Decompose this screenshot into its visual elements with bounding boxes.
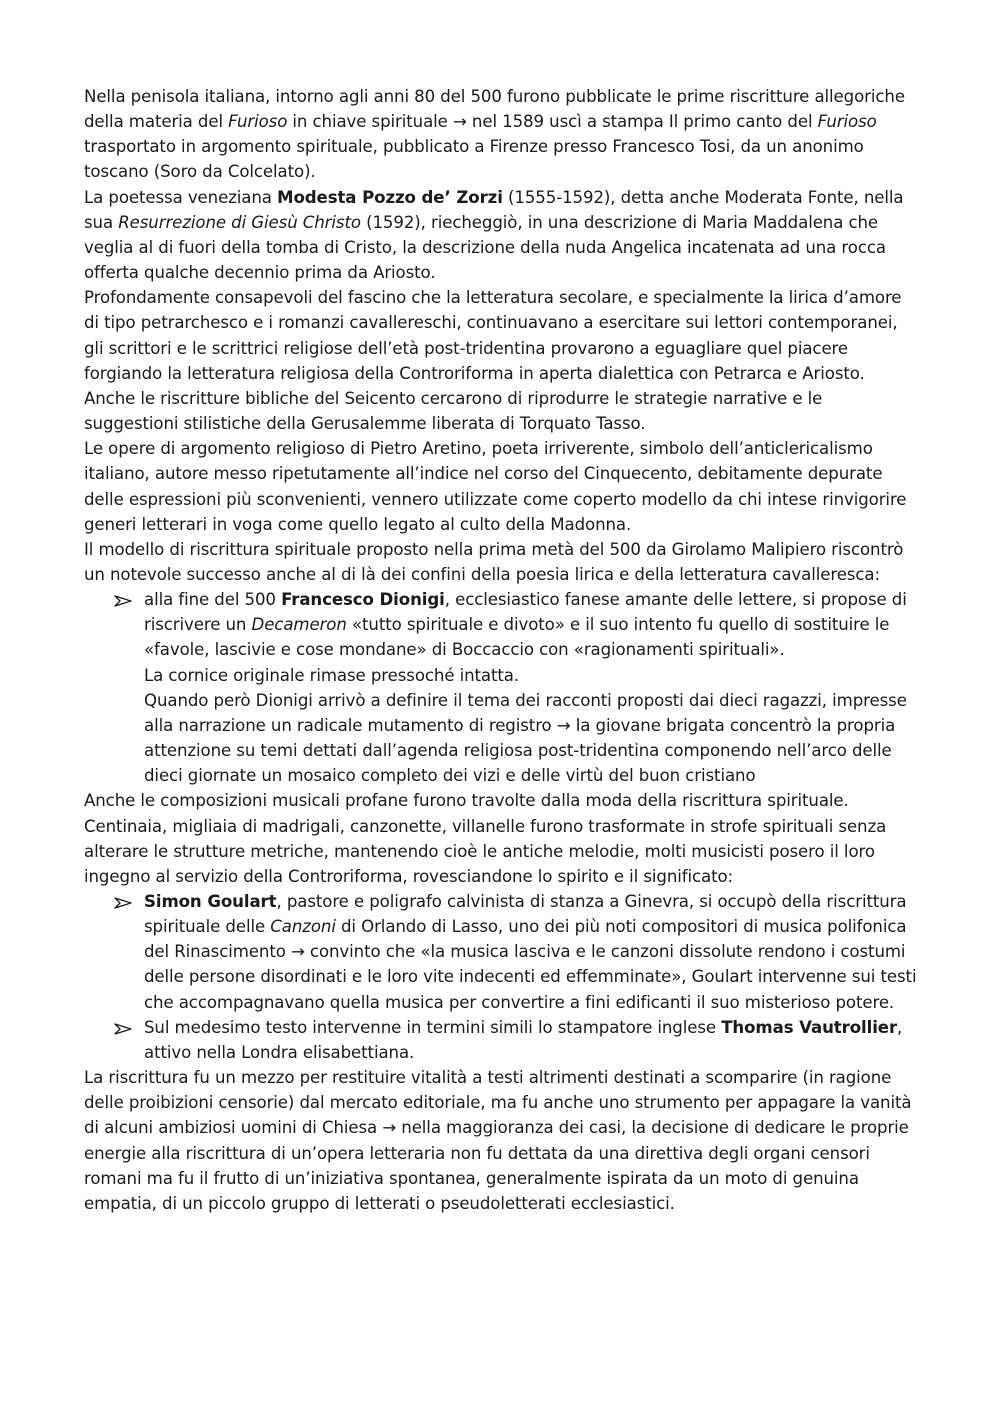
text-run: , ecclesiastico fanese amante delle lettere, si propose di riscrivere un — [144, 590, 907, 635]
list-item-dionigi — [84, 587, 920, 788]
text-run: trasportato in argomento spirituale, pubblicato a Firenze presso Francesco Tosi, da un anonimo toscano (Soro da Colcelato). — [84, 137, 864, 182]
italic-title: Furioso — [228, 112, 288, 132]
bullet-list-dionigi — [84, 587, 920, 788]
arrowhead-bullet-icon — [114, 889, 138, 909]
text-run: , pastore e poligrafo calvinista di stanza a Ginevra, si occupò della riscrittura spirituale delle — [144, 892, 907, 937]
paragraph-p8 — [84, 1065, 920, 1216]
paragraph-group-conclusion — [84, 1065, 920, 1216]
text-run: , attivo nella Londra elisabettiana. — [144, 1017, 903, 1062]
text-run: (1555-1592), detta anche Moderata Fonte, nella sua — [84, 187, 904, 232]
paragraph-group-music — [84, 788, 920, 889]
paragraph-p5 — [84, 436, 920, 537]
text-run: alla fine del 500 — [144, 590, 282, 610]
paragraph-p1 — [84, 84, 920, 185]
document-page — [84, 84, 920, 1216]
text-run: Nella penisola italiana, intorno agli anni 80 del 500 furono pubblicate le prime riscritture allegoriche della materia del — [84, 87, 905, 132]
bold-name: Francesco Dionigi — [281, 590, 445, 610]
bullet-list-goulart — [84, 889, 920, 1065]
text-run: in chiave spirituale → nel 1589 uscì a stampa Il primo canto del — [287, 112, 818, 132]
italic-title: Decameron — [251, 615, 347, 635]
text-run: Le opere di argomento religioso di Pietro Aretino, poeta irriverente, simbolo dell’anticlericalismo italiano, autore messo ripetutamente all’indice nel corso del Cinquecento, debitamente depurate delle espressioni più sconvenienti, vennero utilizzate come coperto modello da chi intese rinvigorire generi letterari in voga come quello legato al culto della Madonna. — [84, 439, 907, 534]
arrowhead-bullet-icon — [114, 1015, 138, 1035]
italic-title: Canzoni — [270, 917, 336, 937]
paragraph-p2 — [84, 185, 920, 286]
paragraph-p4 — [84, 386, 920, 436]
paragraph-p7 — [84, 788, 920, 889]
paragraph-group-intro — [84, 84, 920, 587]
text-run: La riscrittura fu un mezzo per restituire vitalità a testi altrimenti destinati a scomparire (in ragione delle proibizioni censorie) dal mercato editoriale, ma fu anche uno strumento per appagare la vanità di alcuni ambiziosi uomini di Chiesa → nella maggioranza dei casi, la decisione di dedicare le proprie energie alla riscrittura di un’opera letteraria non fu dettata da una direttiva degli organi censori romani ma fu il frutto di un’iniziativa spontanea, generalmente ispirata da un moto di genuina empatia, di un piccolo gruppo di letterati o pseudoletterati ecclesiastici. — [84, 1068, 912, 1213]
text-run: Anche le riscritture bibliche del Seicento cercarono di riprodurre le strategie narrative e le suggestioni stilistiche della Gerusalemme liberata di Torquato Tasso. — [84, 388, 823, 434]
arrowhead-bullet-icon — [114, 587, 138, 607]
text-run: (1592), riecheggiò, in una descrizione di Maria Maddalena che veglia al di fuori della tomba di Cristo, la descrizione della nuda Angelica incatenata ad una rocca offerta qualche decennio prima da Ariosto. — [84, 212, 886, 283]
text-run: La cornice originale rimase pressoché intatta. — [144, 665, 520, 685]
text-run: di Orlando di Lasso, uno dei più noti compositori di musica polifonica del Rinascimento → convinto che «la musica lasciva e le canzoni dissolute rendono i costumi delle persone disordinati e le loro vite indecenti ed effemminate», Goulart intervenne sui testi che accompagnavano quella musica per convertire a fini edificanti il suo misterioso potere. — [144, 917, 917, 1012]
text-run: «tutto spirituale e divoto» e il suo intento fu quello di sostituire le «favole, lascivie e cose mondane» di Boccaccio con «ragionamenti spirituali». — [144, 615, 890, 660]
bold-name: Thomas Vautrollier — [721, 1017, 898, 1037]
text-run: Il modello di riscrittura spirituale proposto nella prima metà del 500 da Girolamo Malipiero riscontrò un notevole successo anche al di là dei confini della poesia lirica e della letteratura cavalleresca: — [84, 539, 904, 584]
list-item-goulart — [84, 889, 920, 1015]
text-run: Anche le composizioni musicali profane furono travolte dalla moda della riscrittura spirituale. Centinaia, migliaia di madrigali, canzonette, villanelle furono trasformate in strofe spirituali senza alterare le strutture metriche, mantenendo cioè le antiche melodie, molti musicisti posero il loro ingegno al servizio della Controriforma, rovesciandone lo spirito e il significato: — [84, 791, 887, 886]
list-item-vautrollier — [84, 1015, 920, 1065]
italic-title: Furioso — [817, 112, 877, 132]
text-run: La poetessa veneziana — [84, 187, 278, 207]
text-run: Quando però Dionigi arrivò a definire il tema dei racconti proposti dai dieci ragazzi, impresse alla narrazione un radicale mutamento di registro → la giovane brigata concentrò la propria attenzione su temi dettati dall’agenda religiosa post-tridentina componendo nell’arco delle dieci giornate un mosaico completo dei vizi e delle virtù del buon cristiano — [144, 690, 907, 786]
bold-name: Modesta Pozzo de’ Zorzi — [277, 187, 503, 207]
bold-name: Simon Goulart — [144, 892, 277, 911]
italic-title: Resurrezione di Giesù Christo — [118, 212, 361, 232]
paragraph-p3 — [84, 285, 920, 386]
text-run: Profondamente consapevoli del fascino che la letteratura secolare, e specialmente la lirica d’amore di tipo petrarchesco e i romanzi cavallereschi, continuavano a esercitare sui lettori contemporanei, gli scrittori e le scrittrici religiose dell’età post-tridentina provarono a eguagliare quel piacere forgiando la letteratura religiosa della Controriforma in aperta dialettica con Petrarca e Ariosto. — [84, 288, 902, 383]
text-run: Sul medesimo testo intervenne in termini simili lo stampatore inglese — [144, 1017, 722, 1037]
paragraph-p6 — [84, 537, 920, 587]
